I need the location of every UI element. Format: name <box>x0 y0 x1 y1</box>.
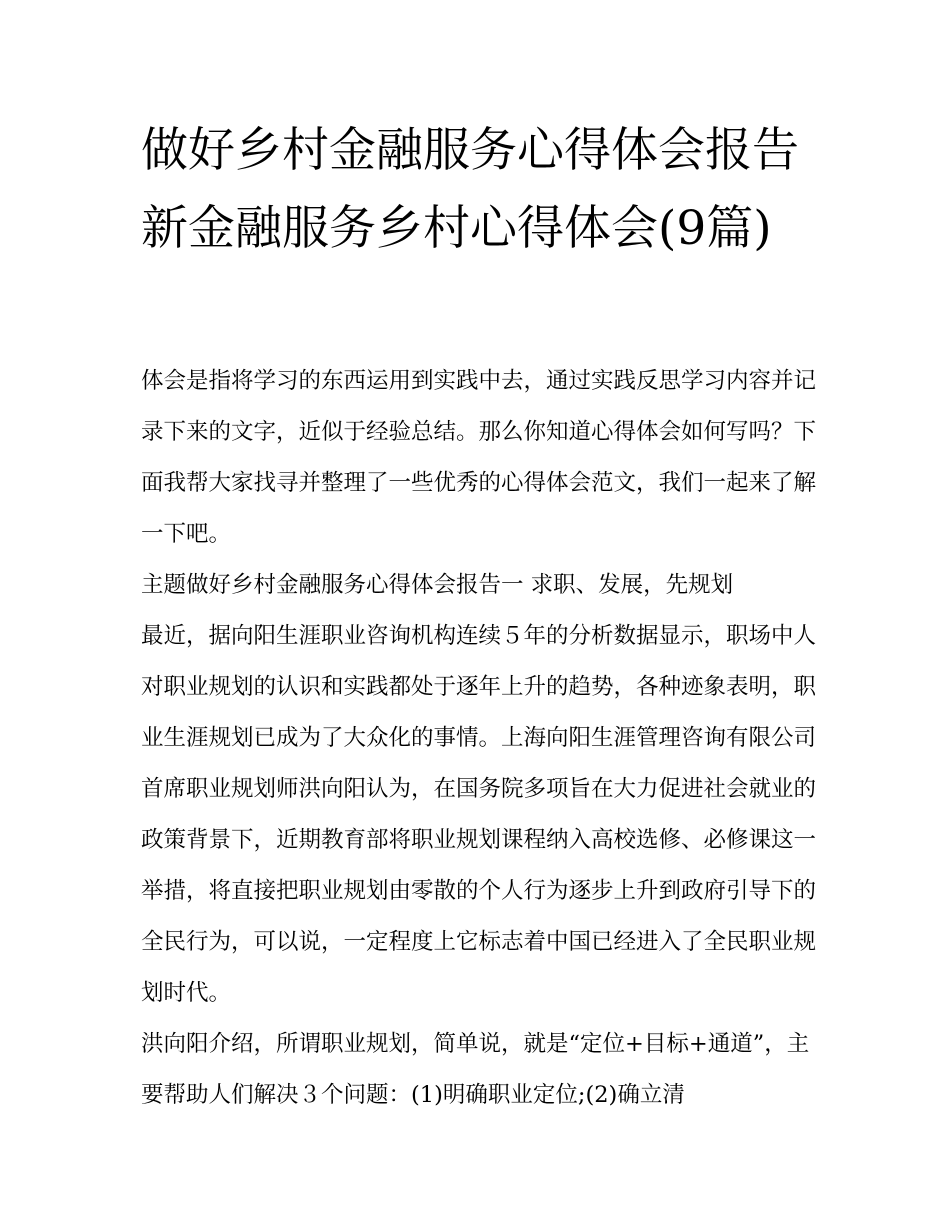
paragraph-intro: 体会是指将学习的东西运用到实践中去，通过实践反思学习内容并记录下来的文字，近似于经验总结。那么你知道心得体会如何写吗？下面我帮大家找寻并整理了一些优秀的心得体会范文，我们一起来了解一下吧。 <box>141 368 817 547</box>
document-body <box>141 356 816 1121</box>
paragraph-career-planning: 最近，据向阳生涯职业咨询机构连续５年的分析数据显示，职场中人对职业规划的认识和实践都处于逐年上升的趋势，各种迹象表明，职业生涯规划已成为了大众化的事情。上海向阳生涯管理咨询有限公司首席职业规划师洪向阳认为，在国务院多项旨在大力促进社会就业的政策背景下，近期教育部将职业规划课程纳入高校选修、必修课这一举措，将直接把职业规划由零散的个人行为逐步上升到政府引导下的全民行为，可以说，一定程度上它标志着中国已经进入了全民职业规划时代。 <box>141 623 817 1006</box>
document-title: 做好乡村金融服务心得体会报告 新金融服务乡村心得体会(9篇) <box>141 123 799 256</box>
paragraph-definition: 洪向阳介绍，所谓职业规划，简单说，就是“定位+目标+通道”，主要帮助人们解决３个问题：(1)明确职业定位;(2)确立清 <box>141 1031 810 1108</box>
paragraph-section-heading: 主题做好乡村金融服务心得体会报告一 求职、发展，先规划 <box>141 572 734 598</box>
